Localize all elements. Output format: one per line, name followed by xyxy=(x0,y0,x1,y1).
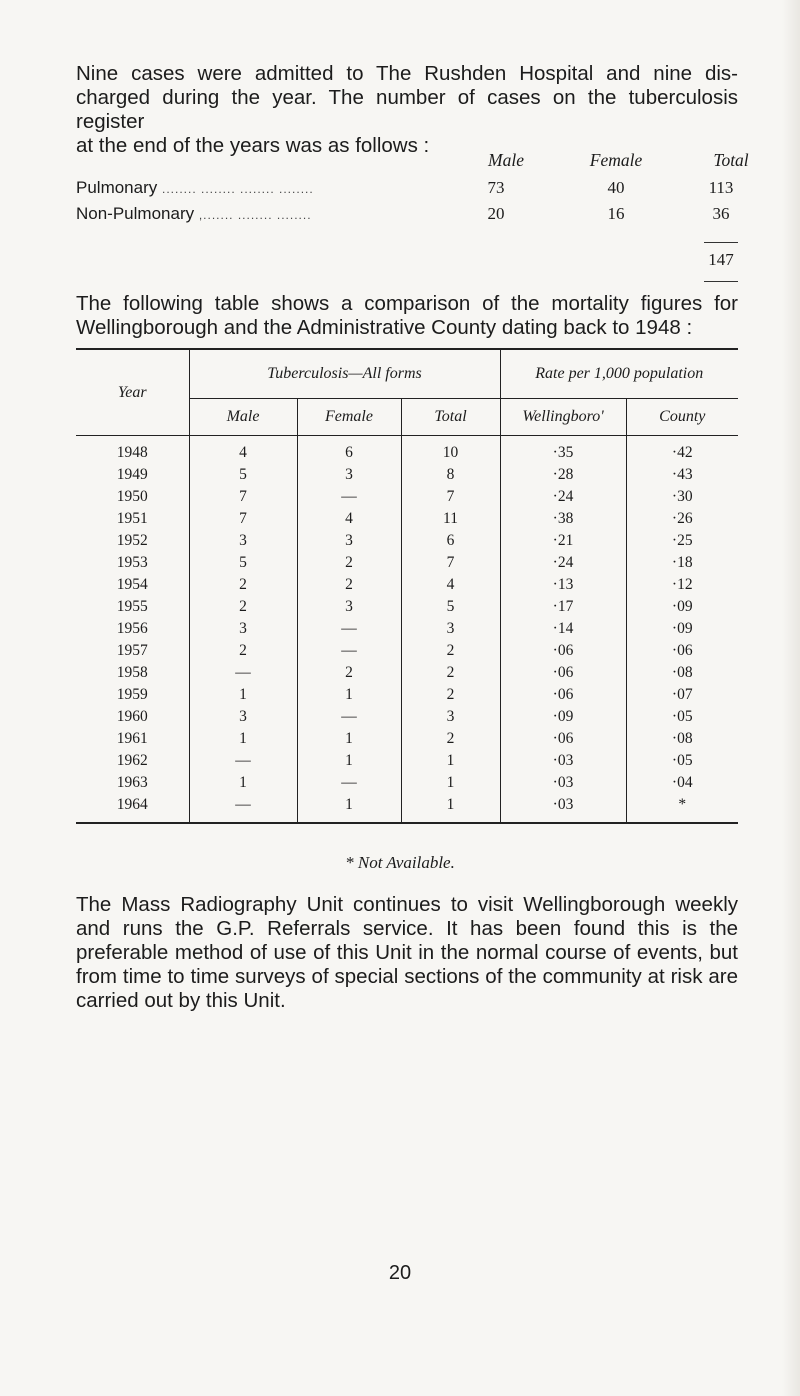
female-cell: 3 xyxy=(297,596,401,618)
year-cell: 1954 xyxy=(116,576,148,593)
female-cell: 1 xyxy=(297,750,401,772)
female-cell: 4 xyxy=(297,508,401,530)
mortality-table-body xyxy=(76,436,738,824)
male-cell: — xyxy=(189,750,297,772)
page-number: 20 xyxy=(388,1262,412,1284)
female-cell: 2 xyxy=(297,552,401,574)
outro-line: carried out by this Unit. xyxy=(76,989,286,1012)
total-rule-bottom xyxy=(704,281,738,282)
outro-line: preferable method of use of this Unit in the normal course of events, but xyxy=(76,941,738,964)
register-summary xyxy=(76,150,766,300)
year-cell: 1958 xyxy=(116,664,148,681)
page-edge-shadow xyxy=(782,0,800,1396)
register-male-value: 20 xyxy=(487,204,505,223)
table-row xyxy=(76,464,738,486)
county-rate-cell: ·09 xyxy=(626,618,738,640)
register-header-female: Female xyxy=(589,150,643,170)
intro-line: Nine cases were admitted to The Rushden Hospital and nine dis- xyxy=(76,62,738,85)
table-row xyxy=(76,574,738,596)
female-cell: 1 xyxy=(297,728,401,750)
comparison-line: Wellingborough and the Administrative County dating back to 1948 : xyxy=(76,316,693,339)
table-row xyxy=(76,772,738,794)
wellingborough-rate-cell: ·21 xyxy=(500,530,626,552)
female-cell: 6 xyxy=(297,436,401,465)
register-female-value: 40 xyxy=(607,178,625,197)
female-cell: 3 xyxy=(297,464,401,486)
county-rate-cell: ·43 xyxy=(626,464,738,486)
male-cell: 2 xyxy=(189,596,297,618)
total-cell: 7 xyxy=(401,486,500,508)
wellingborough-rate-cell: ·06 xyxy=(500,684,626,706)
total-cell: 3 xyxy=(401,706,500,728)
county-header: County xyxy=(626,399,738,436)
table-row xyxy=(76,508,738,530)
county-rate-cell: ·08 xyxy=(626,662,738,684)
total-cell: 2 xyxy=(401,684,500,706)
table-row xyxy=(76,530,738,552)
total-cell: 1 xyxy=(401,794,500,823)
comparison-line: The following table shows a comparison of the mortality figures for xyxy=(76,292,738,315)
total-cell: 7 xyxy=(401,552,500,574)
male-cell: 1 xyxy=(189,772,297,794)
total-cell: 6 xyxy=(401,530,500,552)
year-cell: 1952 xyxy=(116,532,148,549)
year-cell: 1950 xyxy=(116,488,148,505)
total-cell: 2 xyxy=(401,662,500,684)
register-header-total: Total xyxy=(713,150,749,170)
total-cell: 11 xyxy=(401,508,500,530)
female-cell: — xyxy=(297,640,401,662)
register-header-male: Male xyxy=(488,150,524,170)
year-cell: 1955 xyxy=(116,598,148,615)
wellingborough-rate-cell: ·28 xyxy=(500,464,626,486)
male-cell: 5 xyxy=(189,552,297,574)
total-cell: 8 xyxy=(401,464,500,486)
female-cell: — xyxy=(297,486,401,508)
wellingborough-header: Wellingboro' xyxy=(500,399,626,436)
wellingborough-rate-cell: ·14 xyxy=(500,618,626,640)
register-grand-total-row xyxy=(76,250,766,274)
female-cell: 1 xyxy=(297,794,401,823)
female-cell: — xyxy=(297,618,401,640)
register-row-non-pulmonary xyxy=(76,204,766,228)
outro-line: The Mass Radiography Unit continues to visit Wellingborough weekly xyxy=(76,893,738,916)
outro-line: from time to time surveys of special sections of the community at risk are xyxy=(76,965,738,988)
mass-radiography-paragraph xyxy=(76,893,738,1013)
intro-line: at the end of the years was as follows : xyxy=(76,134,430,157)
mortality-table xyxy=(76,348,738,824)
year-header: Year xyxy=(76,349,189,436)
table-row xyxy=(76,552,738,574)
male-cell: 2 xyxy=(189,574,297,596)
intro-line: charged during the year. The number of cases on the tuberculosis register xyxy=(76,86,738,133)
year-cell: 1960 xyxy=(116,708,148,725)
female-header: Female xyxy=(297,399,401,436)
female-cell: — xyxy=(297,772,401,794)
wellingborough-rate-cell: ·03 xyxy=(500,772,626,794)
female-cell: — xyxy=(297,706,401,728)
total-rule-top xyxy=(704,242,738,243)
register-female-value: 16 xyxy=(607,204,625,223)
year-cell: 1956 xyxy=(116,620,148,637)
total-cell: 1 xyxy=(401,772,500,794)
year-cell: 1948 xyxy=(116,444,148,461)
year-cell: 1953 xyxy=(116,554,148,571)
wellingborough-rate-cell: ·06 xyxy=(500,640,626,662)
male-cell: 1 xyxy=(189,684,297,706)
total-header: Total xyxy=(401,399,500,436)
county-rate-cell: ·07 xyxy=(626,684,738,706)
register-header-row xyxy=(76,150,766,174)
year-cell: 1959 xyxy=(116,686,148,703)
total-cell: 2 xyxy=(401,640,500,662)
wellingborough-rate-cell: ·24 xyxy=(500,486,626,508)
year-cell: 1964 xyxy=(76,794,189,823)
year-cell: 1951 xyxy=(116,510,148,527)
table-row xyxy=(76,486,738,508)
table-row xyxy=(76,436,738,465)
register-total-value: 36 xyxy=(712,204,730,223)
wellingborough-rate-cell: ·09 xyxy=(500,706,626,728)
wellingborough-rate-cell: ·06 xyxy=(500,662,626,684)
male-cell: 3 xyxy=(189,618,297,640)
county-rate-cell: ·04 xyxy=(626,772,738,794)
male-cell: 7 xyxy=(189,508,297,530)
wellingborough-rate-cell: ·24 xyxy=(500,552,626,574)
register-male-value: 73 xyxy=(487,178,505,197)
table-row xyxy=(76,706,738,728)
register-row-pulmonary xyxy=(76,178,766,202)
male-cell: — xyxy=(189,662,297,684)
outro-line: and runs the G.P. Referrals service. It has been found this is the xyxy=(76,917,738,940)
female-cell: 3 xyxy=(297,530,401,552)
footnote: * Not Available. xyxy=(345,853,455,872)
male-cell: 7 xyxy=(189,486,297,508)
table-row xyxy=(76,596,738,618)
male-cell: 5 xyxy=(189,464,297,486)
county-rate-cell: ·26 xyxy=(626,508,738,530)
wellingborough-rate-cell: ·35 xyxy=(500,436,626,465)
year-cell: 1963 xyxy=(116,774,148,791)
county-rate-cell: ·30 xyxy=(626,486,738,508)
male-header: Male xyxy=(189,399,297,436)
male-cell: — xyxy=(189,794,297,823)
wellingborough-rate-cell: ·13 xyxy=(500,574,626,596)
county-rate-cell: ·09 xyxy=(626,596,738,618)
table-row xyxy=(76,662,738,684)
male-cell: 3 xyxy=(189,706,297,728)
male-cell: 1 xyxy=(189,728,297,750)
year-cell: 1961 xyxy=(116,730,148,747)
wellingborough-rate-cell: ·03 xyxy=(500,750,626,772)
intro-paragraph xyxy=(76,62,738,158)
leader-dots: ........ ........ ........ ........ xyxy=(162,182,314,196)
female-cell: 2 xyxy=(297,662,401,684)
year-cell: 1949 xyxy=(116,466,148,483)
county-rate-cell: * xyxy=(626,794,738,823)
table-row xyxy=(76,750,738,772)
male-cell: 2 xyxy=(189,640,297,662)
year-cell: 1957 xyxy=(116,642,148,659)
total-cell: 5 xyxy=(401,596,500,618)
total-cell: 2 xyxy=(401,728,500,750)
table-row xyxy=(76,618,738,640)
county-rate-cell: ·06 xyxy=(626,640,738,662)
total-cell: 3 xyxy=(401,618,500,640)
county-rate-cell: ·25 xyxy=(626,530,738,552)
table-row xyxy=(76,640,738,662)
county-rate-cell: ·05 xyxy=(626,706,738,728)
county-rate-cell: ·08 xyxy=(626,728,738,750)
rate-group-header: Rate per 1,000 population xyxy=(500,349,738,399)
female-cell: 1 xyxy=(297,684,401,706)
comparison-paragraph xyxy=(76,292,738,340)
table-row xyxy=(76,684,738,706)
year-cell: 1962 xyxy=(116,752,148,769)
table-row xyxy=(76,728,738,750)
total-cell: 10 xyxy=(401,436,500,465)
county-rate-cell: ·12 xyxy=(626,574,738,596)
wellingborough-rate-cell: ·03 xyxy=(500,794,626,823)
tuberculosis-group-header: Tuberculosis—All forms xyxy=(189,349,500,399)
total-cell: 1 xyxy=(401,750,500,772)
county-rate-cell: ·42 xyxy=(626,436,738,465)
wellingborough-rate-cell: ·06 xyxy=(500,728,626,750)
male-cell: 3 xyxy=(189,530,297,552)
male-cell: 4 xyxy=(189,436,297,465)
register-row-label: Pulmonary ........ ........ ........ ........ xyxy=(76,178,314,197)
total-cell: 4 xyxy=(401,574,500,596)
wellingborough-rate-cell: ·17 xyxy=(500,596,626,618)
register-row-label: Non-Pulmonary ,....... ........ ........ xyxy=(76,204,312,223)
table-row xyxy=(76,794,738,823)
female-cell: 2 xyxy=(297,574,401,596)
county-rate-cell: ·05 xyxy=(626,750,738,772)
wellingborough-rate-cell: ·38 xyxy=(500,508,626,530)
register-total-value: 113 xyxy=(708,178,734,197)
county-rate-cell: ·18 xyxy=(626,552,738,574)
register-grand-total: 147 xyxy=(708,250,734,269)
leader-dots: ,....... ........ ........ xyxy=(198,208,312,222)
